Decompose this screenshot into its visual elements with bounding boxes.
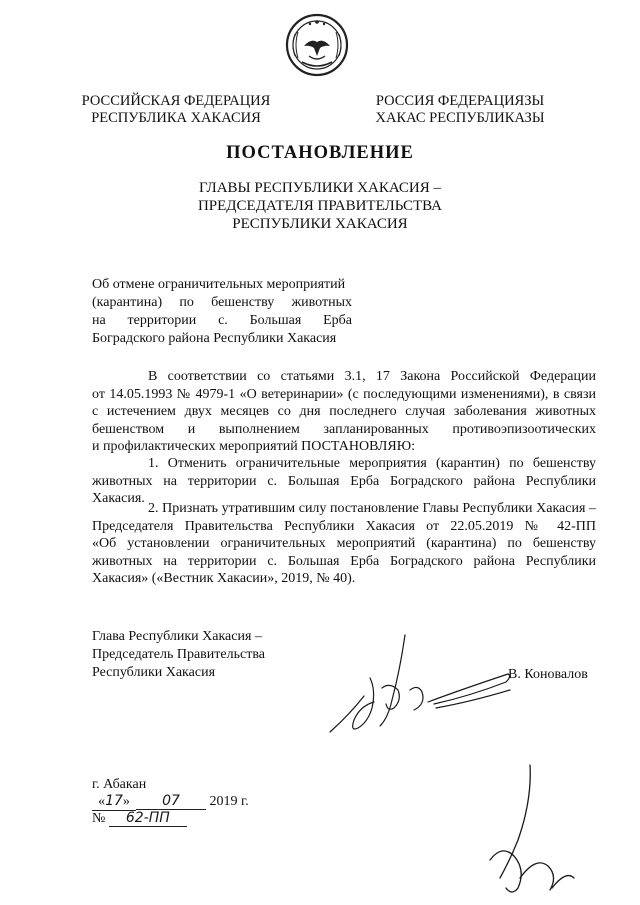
body-p2-line-2: животных на территории с. Большая Ерба Боградского района Республики — [92, 473, 596, 489]
header-left — [76, 93, 276, 127]
header-right-line-2: ХАКАС РЕСПУБЛИКАЗЫ — [375, 110, 545, 126]
coat-of-arms-emblem — [284, 12, 350, 78]
body-p1-line-5: и профилактических мероприятий ПОСТАНОВЛЯЮ: — [92, 439, 416, 454]
date-year: 2019 г. — [209, 794, 249, 809]
number-value: 62-ПП — [109, 810, 187, 827]
subject-line-2: (карантина) по бешенству животных — [92, 295, 352, 310]
document-subtitle — [0, 179, 640, 233]
body-p3-line-1: 2. Признать утратившим силу постановление Главы Республики Хакасия – — [148, 501, 596, 516]
document-subject — [92, 276, 352, 348]
body-p3-line-3: «Об установлении ограничительных мероприятий (карантина) по бешенству — [92, 536, 596, 551]
body-p1-line-4: бешенством и выполнением запланированных противоэпизоотических — [92, 421, 596, 437]
body-p3-line-4: животных на территории с. Большая Ерба Боградского района Республики — [92, 553, 596, 569]
handwritten-mark — [470, 760, 590, 900]
subtitle-line-1: ГЛАВЫ РЕСПУБЛИКИ ХАКАСИЯ – — [198, 180, 442, 196]
header-left-line-1: РОССИЙСКАЯ ФЕДЕРАЦИЯ — [81, 93, 271, 109]
body-p1-line-2: от 14.05.1993 № 4979-1 «О ветеринарии» (с последующими изменениями), в связи — [92, 386, 596, 402]
body-p1-line-1: В соответствии со статьями 3.1, 17 Закона Российской Федерации — [148, 369, 596, 384]
signatory-position-line-1: Глава Республики Хакасия – — [92, 629, 262, 644]
place-of-signing: г. Абакан — [92, 777, 147, 792]
body-p2-line-3: Хакасия. — [92, 491, 145, 506]
body-p2-line-1: 1. Отменить ограничительные мероприятия (карантин) по бешенству — [148, 456, 596, 471]
date-day: 17 — [105, 793, 123, 809]
body-paragraph-1 — [92, 368, 596, 456]
header-left-line-2: РЕСПУБЛИКА ХАКАСИЯ — [91, 110, 261, 126]
subtitle-line-3: РЕСПУБЛИКИ ХАКАСИЯ — [232, 216, 408, 232]
subject-line-4: Боградского района Республики Хакасия — [92, 331, 337, 346]
signatory-position-line-2: Председатель Правительства — [92, 647, 265, 662]
handwritten-signature — [310, 630, 530, 740]
subject-line-3: на территории с. Большая Ерба — [92, 313, 352, 328]
header-right-line-1: РОССИЯ ФЕДЕРАЦИЯЗЫ — [375, 93, 545, 109]
date-day-field — [92, 793, 136, 811]
body-p1-line-3: с истечением двух месяцев со дня последнего случая заболевания животных — [92, 404, 596, 419]
date-open-quote: « — [98, 794, 106, 809]
signatory-name: В. Коновалов — [508, 667, 588, 682]
header-right — [360, 93, 560, 127]
date-close-quote: » — [122, 794, 130, 809]
document-number — [92, 810, 292, 827]
signatory-position-line-3: Республики Хакасия — [92, 665, 216, 680]
subtitle-line-2: ПРЕДСЕДАТЕЛЯ ПРАВИТЕЛЬСТВА — [197, 198, 443, 214]
subject-line-1: Об отмене ограничительных мероприятий — [92, 277, 346, 292]
signatory-position — [92, 628, 312, 682]
date-month: 07 — [136, 793, 206, 810]
number-label: № — [92, 811, 106, 826]
document-date — [92, 793, 292, 811]
document-title: ПОСТАНОВЛЕНИЕ — [226, 143, 414, 163]
body-p3-line-5: Хакасия» («Вестник Хакасии», 2019, № 40). — [92, 571, 356, 586]
body-paragraph-3 — [92, 500, 596, 588]
body-p3-line-2: Председателя Правительства Республики Хакасия от 22.05.2019 № 42-ПП — [92, 518, 596, 534]
